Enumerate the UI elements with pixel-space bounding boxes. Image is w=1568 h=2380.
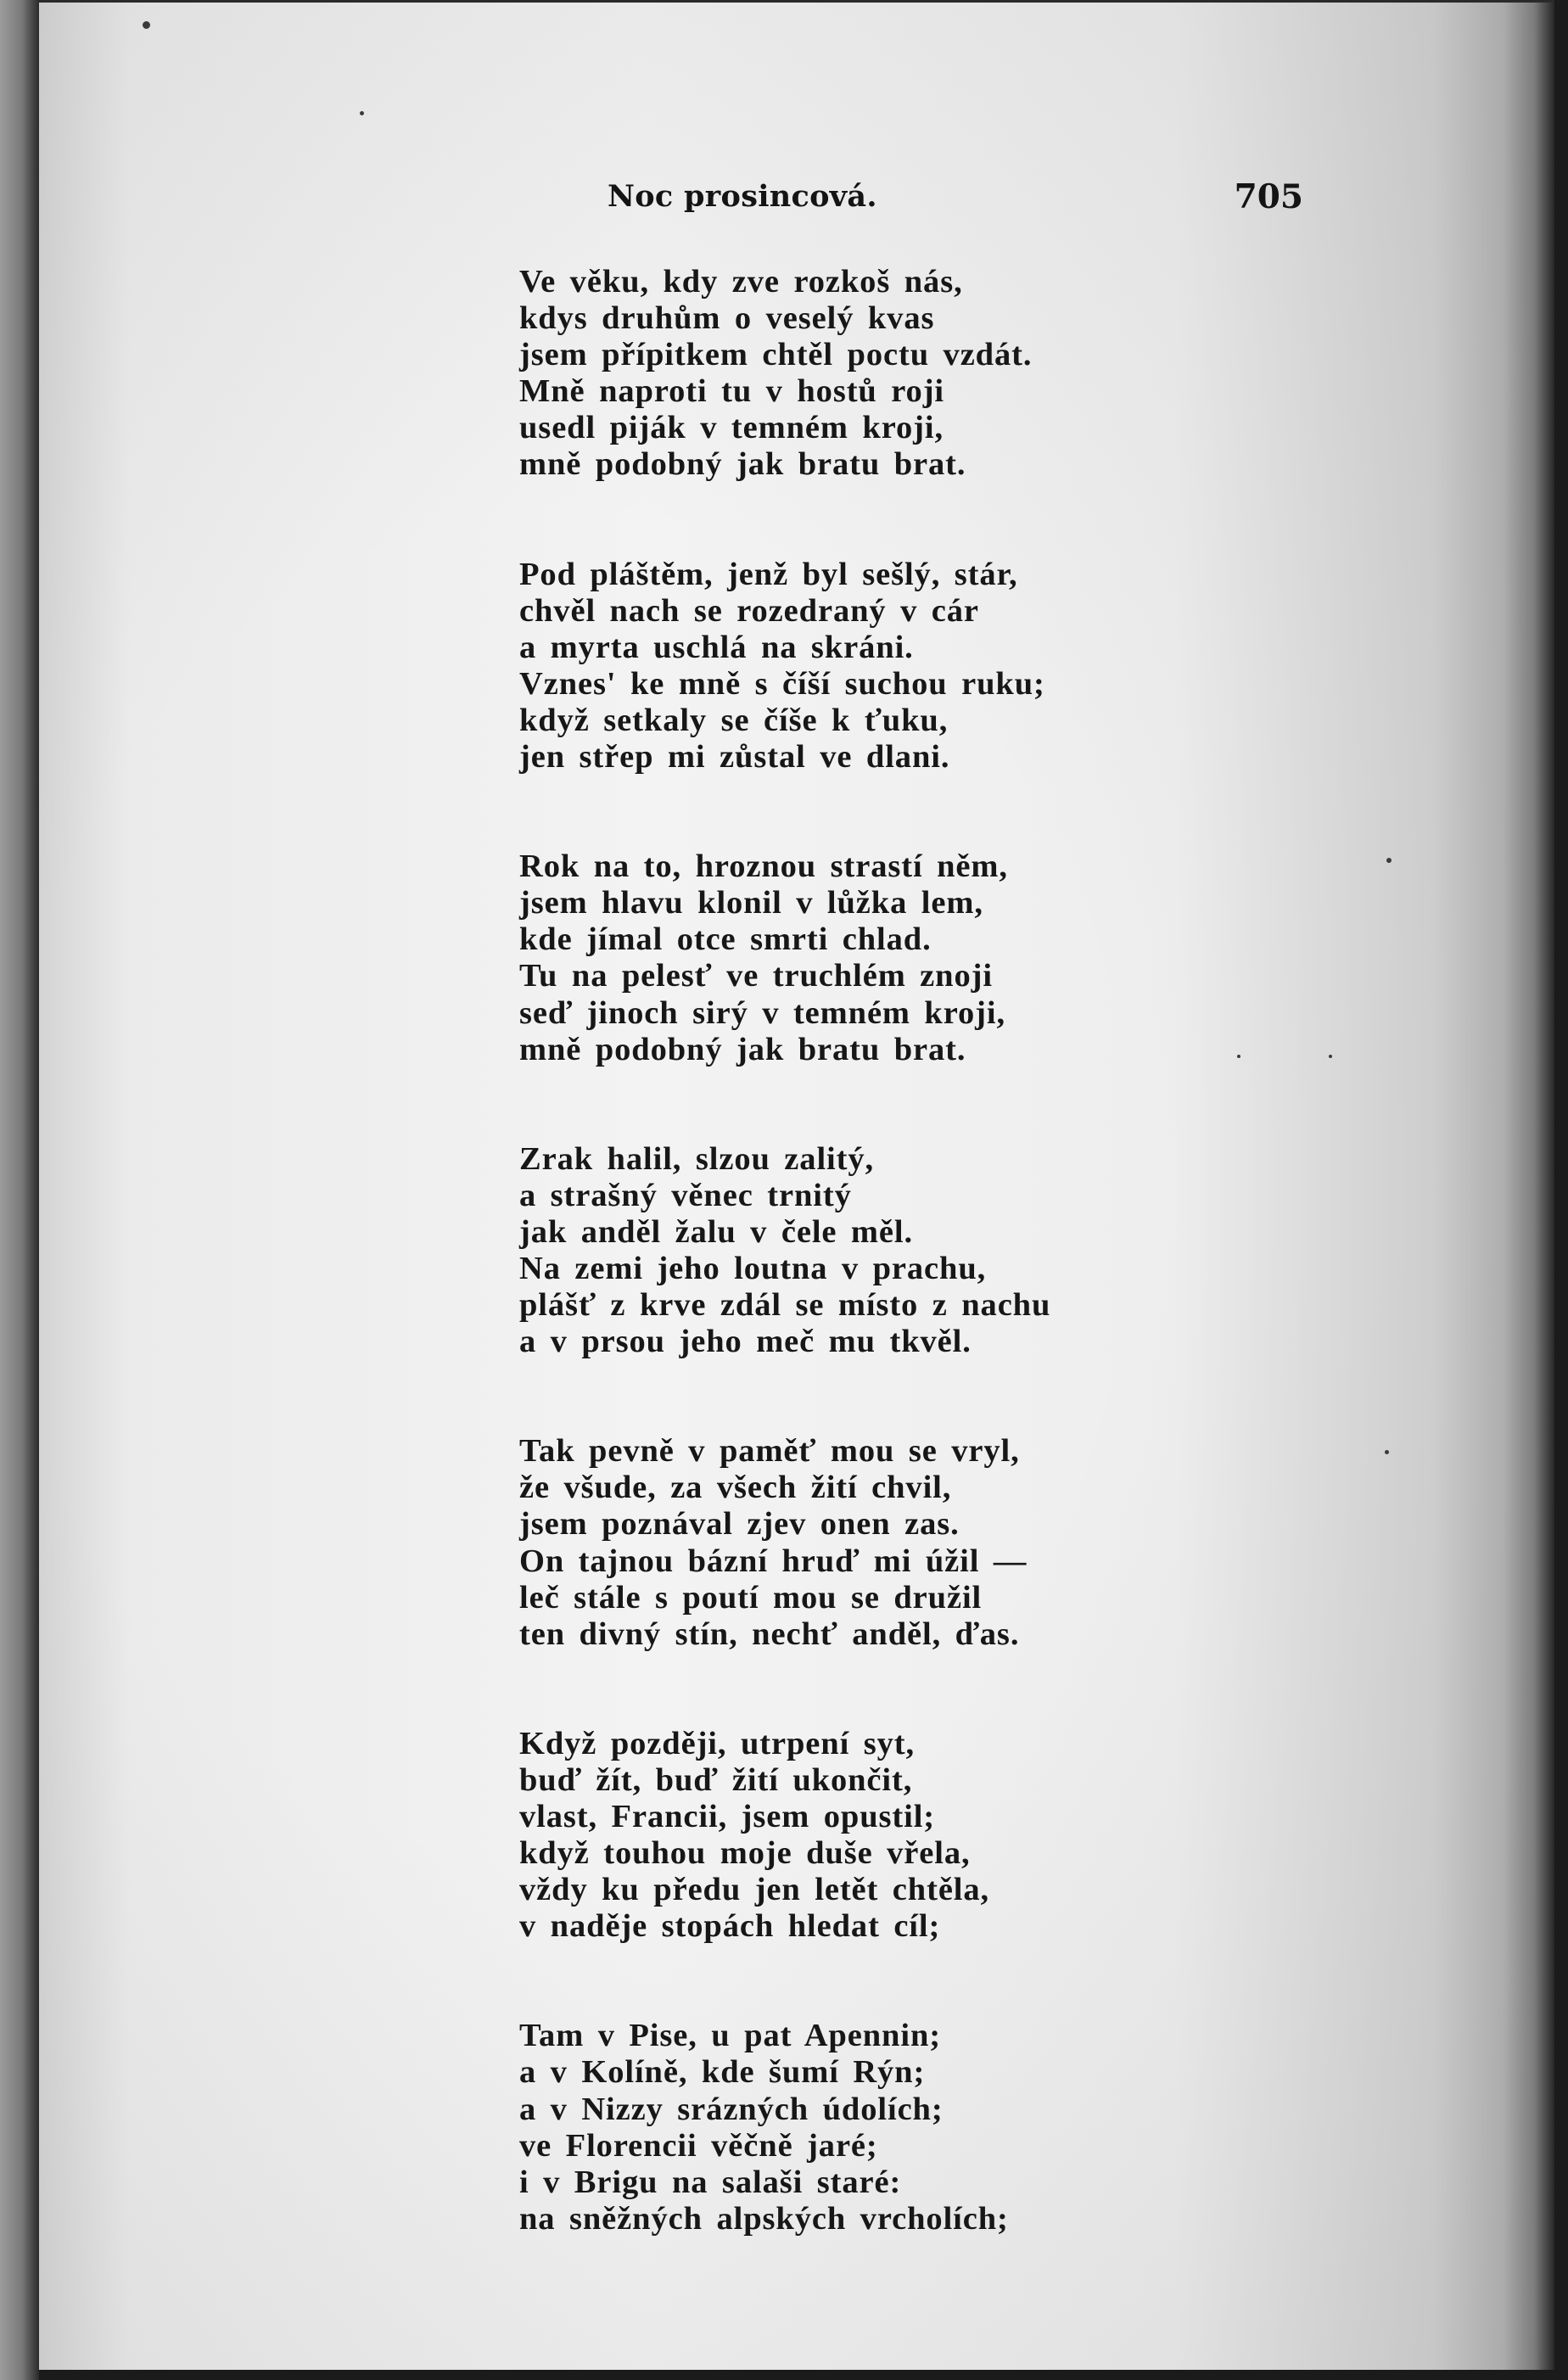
- verse-line: na sněžných alpských vrcholích;: [519, 2200, 1009, 2237]
- scan-speck: [1237, 1055, 1240, 1058]
- running-header: [608, 179, 1303, 221]
- book-spine-edge: [0, 0, 39, 2380]
- verse-line: jsem poznával zjev onen zas.: [519, 1506, 960, 1543]
- verse-line: Rok na to, hroznou strastí něm,: [519, 848, 1008, 885]
- verse-line: když touhou moje duše vřela,: [519, 1835, 971, 1872]
- verse-line: plášť z krve zdál se místo z nachu: [519, 1287, 1051, 1324]
- verse-line: ten divný stín, nechť anděl, ďas.: [519, 1616, 1020, 1652]
- verse-line: kde jímal otce smrti chlad.: [519, 921, 932, 958]
- verse-line: jsem přípitkem chtěl poctu vzdát.: [519, 337, 1033, 373]
- stanza: [519, 557, 1113, 776]
- page-number: 705: [1234, 177, 1303, 216]
- verse-line: že všude, za všech žití chvil,: [519, 1470, 952, 1506]
- verse-line: mně podobný jak bratu brat.: [519, 1031, 966, 1067]
- verse-line: chvěl nach se rozedraný v cár: [519, 592, 979, 629]
- stanza: [519, 848, 1113, 1068]
- verse-line: leč stále s poutí mou se družil: [519, 1579, 983, 1616]
- verse-line: Ve věku, kdy zve rozkoš nás,: [519, 264, 963, 300]
- scan-speck: [1385, 1450, 1389, 1454]
- verse-line: usedl piják v temném kroji,: [519, 410, 944, 446]
- verse-line: jsem hlavu klonil v lůžka lem,: [519, 885, 983, 921]
- stanza: [519, 2018, 1113, 2237]
- verse-line: kdys druhům o veselý kvas: [519, 300, 935, 337]
- stanza: [519, 1433, 1113, 1653]
- verse-line: Když později, utrpení syt,: [519, 1725, 915, 1761]
- scan-speck: [1386, 858, 1392, 863]
- verse-line: ve Florencii věčně jaré;: [519, 2127, 878, 2164]
- verse-line: a myrta uschlá na skráni.: [519, 629, 914, 665]
- verse-line: a strašný věnec trnitý: [519, 1177, 852, 1213]
- verse-line: vlast, Francii, jsem opustil;: [519, 1799, 936, 1834]
- verse-line: jen střep mi zůstal ve dlani.: [519, 739, 950, 776]
- scan-speck: [143, 21, 150, 29]
- book-page: [39, 0, 1554, 2370]
- stanza: [519, 1726, 1113, 1946]
- verse-line: Na zemi jeho loutna v prachu,: [519, 1250, 987, 1286]
- stanza: [519, 264, 1113, 484]
- verse-line: buď žít, buď žití ukončit,: [519, 1761, 913, 1798]
- scan-speck: [360, 111, 364, 115]
- verse-line: mně podobný jak bratu brat.: [519, 446, 966, 483]
- verse-line: v naděje stopách hledat cíl;: [519, 1908, 941, 1945]
- verse-line: Mně naproti tu v hostů roji: [519, 373, 945, 410]
- verse-line: i v Brigu na salaši staré:: [519, 2164, 902, 2200]
- verse-line: jak anděl žalu v čele měl.: [519, 1213, 914, 1250]
- page-edge-shadow: [1504, 3, 1554, 2370]
- verse-line: vždy ku předu jen letět chtěla,: [519, 1872, 990, 1908]
- verse-line: seď jinoch sirý v temném kroji,: [519, 994, 1006, 1031]
- poem-body: [519, 264, 1113, 2310]
- verse-line: Zrak halil, slzou zalitý,: [519, 1140, 875, 1177]
- verse-line: Tam v Pise, u pat Apennin;: [519, 2018, 941, 2054]
- verse-line: Tu na pelesť ve truchlém znoji: [519, 958, 993, 994]
- running-title: Noc prosincová.: [608, 179, 877, 214]
- verse-line: On tajnou bázní hruď mi úžil —: [519, 1543, 1028, 1579]
- stanza: [519, 1141, 1113, 1361]
- verse-line: a v Nizzy srázných údolích;: [519, 2091, 944, 2127]
- verse-line: Pod pláštěm, jenž byl sešlý, stár,: [519, 556, 1018, 592]
- verse-line: když setkaly se číše k ťuku,: [519, 702, 949, 738]
- verse-line: a v prsou jeho meč mu tkvěl.: [519, 1324, 972, 1360]
- verse-line: Tak pevně v paměť mou se vryl,: [519, 1433, 1020, 1470]
- verse-line: Vznes' ke mně s číší suchou ruku;: [519, 665, 1045, 702]
- scan-speck: [1329, 1055, 1332, 1058]
- verse-line: a v Kolíně, kde šumí Rýn;: [519, 2054, 926, 2091]
